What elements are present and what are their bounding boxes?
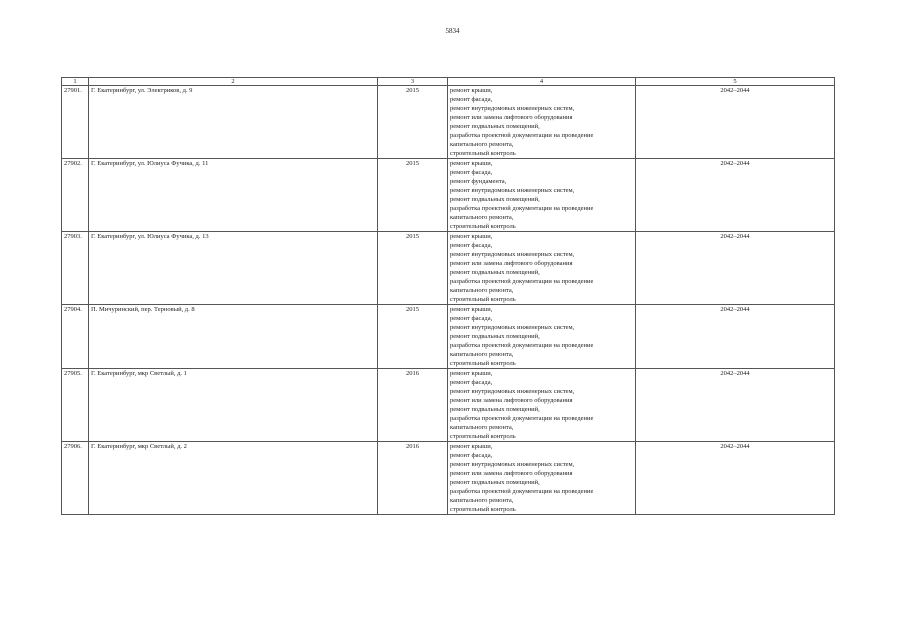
work-item: капитального ремонта, — [450, 141, 514, 148]
work-item: ремонт внутридомовых инженерных систем, — [450, 105, 575, 112]
work-item: ремонт крыши, — [450, 306, 493, 313]
work-item: ремонт фасада, — [450, 379, 493, 386]
work-item: строительный контроль — [450, 150, 516, 157]
work-item: ремонт фасада, — [450, 96, 493, 103]
column-header-period: 5 — [636, 78, 835, 86]
work-item: капитального ремонта, — [450, 214, 514, 221]
work-item: ремонт или замена лифтового оборудования — [450, 397, 573, 404]
row-address: П. Мичуринский, пер. Терновый, д. 8 — [89, 305, 378, 369]
row-period: 2042–2044 — [636, 86, 835, 159]
row-period: 2042–2044 — [636, 369, 835, 442]
table-row — [62, 369, 835, 442]
row-address: Г. Екатеринбург, ул. Электриков, д. 9 — [89, 86, 378, 159]
row-year: 2016 — [378, 369, 448, 442]
table-row — [62, 442, 835, 515]
table-row — [62, 159, 835, 232]
work-item: ремонт подвальных помещений, — [450, 123, 540, 130]
work-item: строительный контроль — [450, 506, 516, 513]
work-item: ремонт фасада, — [450, 242, 493, 249]
work-item: ремонт крыши, — [450, 87, 493, 94]
row-address: Г. Екатеринбург, мкр Светлый, д. 1 — [89, 369, 378, 442]
row-number: 27905. — [62, 369, 89, 442]
row-year: 2015 — [378, 159, 448, 232]
work-item: ремонт подвальных помещений, — [450, 269, 540, 276]
row-works — [448, 305, 636, 369]
row-period: 2042–2044 — [636, 232, 835, 305]
work-item: разработка проектной документации на проведение — [450, 278, 594, 285]
column-header-address: 2 — [89, 78, 378, 86]
work-item: строительный контроль — [450, 296, 516, 303]
work-item: разработка проектной документации на проведение — [450, 205, 594, 212]
work-item: капитального ремонта, — [450, 424, 514, 431]
work-item: ремонт фасада, — [450, 315, 493, 322]
work-item: ремонт внутридомовых инженерных систем, — [450, 388, 575, 395]
table-row — [62, 305, 835, 369]
work-item: ремонт внутридомовых инженерных систем, — [450, 187, 575, 194]
row-works — [448, 86, 636, 159]
work-item: разработка проектной документации на проведение — [450, 415, 594, 422]
column-header-number: 1 — [62, 78, 89, 86]
row-period: 2042–2044 — [636, 305, 835, 369]
row-year: 2015 — [378, 232, 448, 305]
row-number: 27902. — [62, 159, 89, 232]
work-item: ремонт внутридомовых инженерных систем, — [450, 251, 575, 258]
work-item: ремонт крыши, — [450, 443, 493, 450]
work-item: ремонт фасада, — [450, 169, 493, 176]
row-address: Г. Екатеринбург, ул. Юлиуса Фучика, д. 13 — [89, 232, 378, 305]
work-item: ремонт внутридомовых инженерных систем, — [450, 461, 575, 468]
row-works — [448, 232, 636, 305]
row-address: Г. Екатеринбург, ул. Юлиуса Фучика, д. 11 — [89, 159, 378, 232]
row-period: 2042–2044 — [636, 442, 835, 515]
row-works — [448, 369, 636, 442]
work-item: ремонт крыши, — [450, 233, 493, 240]
row-year: 2015 — [378, 305, 448, 369]
work-item: разработка проектной документации на проведение — [450, 132, 594, 139]
row-number: 27904. — [62, 305, 89, 369]
page-number: 5834 — [445, 27, 460, 35]
work-item: ремонт или замена лифтового оборудования — [450, 114, 573, 121]
table-row — [62, 232, 835, 305]
column-header-works: 4 — [448, 78, 636, 86]
row-address: Г. Екатеринбург, мкр Светлый, д. 2 — [89, 442, 378, 515]
row-works — [448, 442, 636, 515]
work-item: ремонт фундамента, — [450, 178, 507, 185]
work-item: разработка проектной документации на проведение — [450, 488, 594, 495]
row-number: 27901. — [62, 86, 89, 159]
work-item: ремонт подвальных помещений, — [450, 406, 540, 413]
table-row — [62, 86, 835, 159]
work-item: ремонт внутридомовых инженерных систем, — [450, 324, 575, 331]
work-item: строительный контроль — [450, 360, 516, 367]
work-item: ремонт подвальных помещений, — [450, 479, 540, 486]
work-item: ремонт или замена лифтового оборудования — [450, 470, 573, 477]
work-item: ремонт подвальных помещений, — [450, 196, 540, 203]
work-item: капитального ремонта, — [450, 497, 514, 504]
row-year: 2016 — [378, 442, 448, 515]
row-year: 2015 — [378, 86, 448, 159]
work-item: разработка проектной документации на проведение — [450, 342, 594, 349]
row-number: 27903. — [62, 232, 89, 305]
column-header-year: 3 — [378, 78, 448, 86]
work-item: ремонт или замена лифтового оборудования — [450, 260, 573, 267]
row-number: 27906. — [62, 442, 89, 515]
work-item: ремонт крыши, — [450, 370, 493, 377]
row-works — [448, 159, 636, 232]
work-item: капитального ремонта, — [450, 287, 514, 294]
work-item: строительный контроль — [450, 433, 516, 440]
repair-schedule-table — [61, 77, 835, 515]
work-item: капитального ремонта, — [450, 351, 514, 358]
header-row — [62, 78, 835, 86]
work-item: ремонт фасада, — [450, 452, 493, 459]
work-item: ремонт подвальных помещений, — [450, 333, 540, 340]
work-item: ремонт крыши, — [450, 160, 493, 167]
row-period: 2042–2044 — [636, 159, 835, 232]
work-item: строительный контроль — [450, 223, 516, 230]
